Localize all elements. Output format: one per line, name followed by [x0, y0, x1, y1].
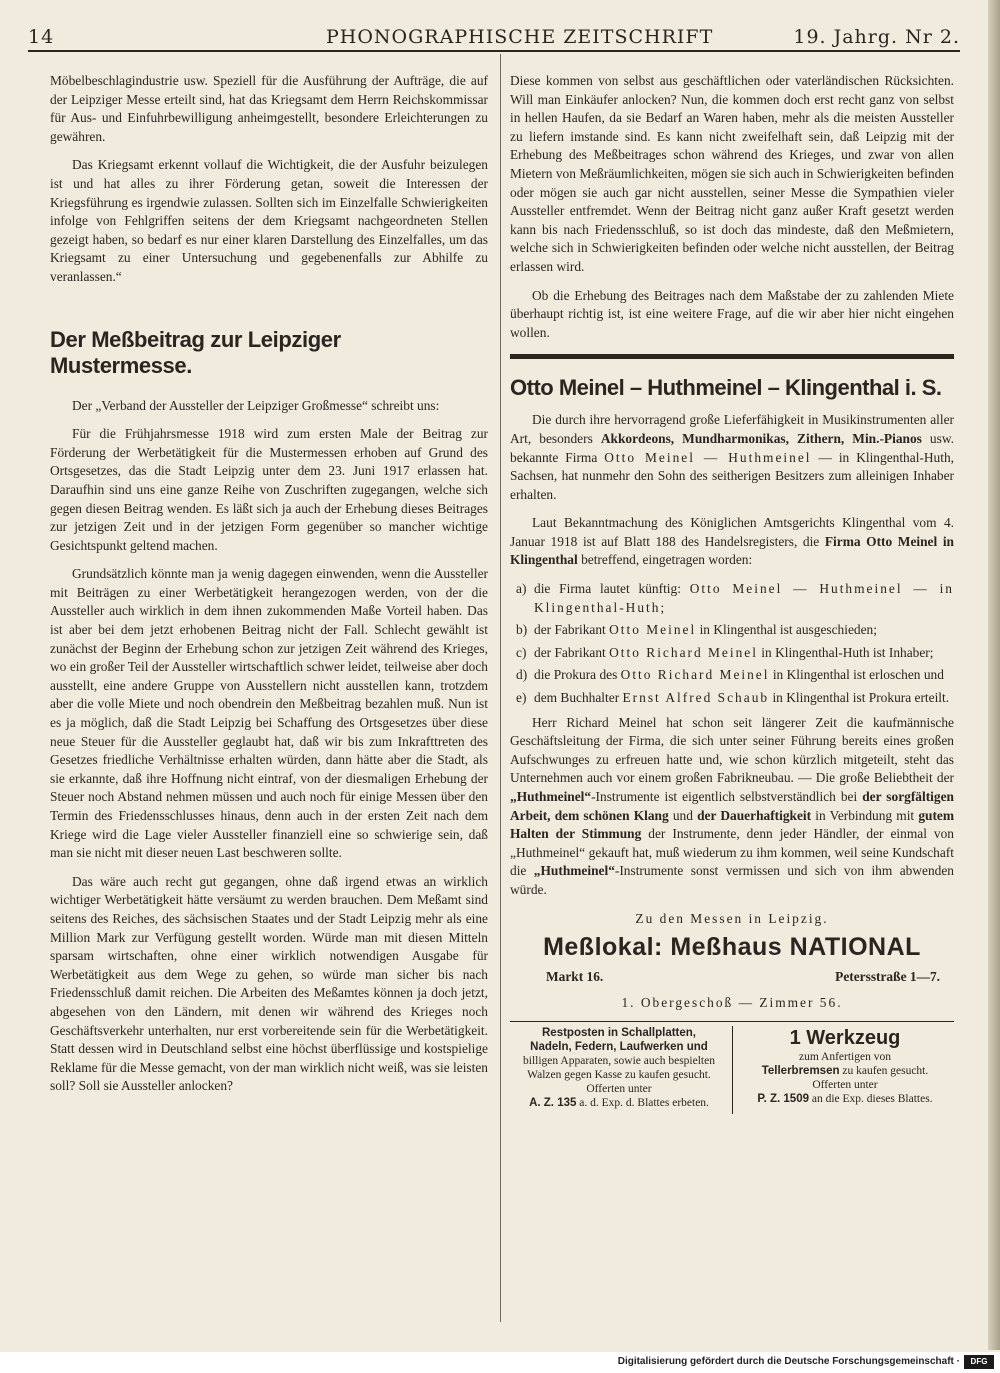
left-paragraph-3: Der „Verband der Aussteller der Leipziger Großmesse“ schreibt uns:: [72, 397, 440, 413]
dfg-logo: DFG: [964, 1355, 994, 1369]
right-paragraph-5: Herr Richard Meinel hat schon seit längerer Zeit die kaufmännische Geschäftsleitung der Firma, die sich unter seiner Führung bereits eines großen Aufschwunges zu erfreuen hatte und, wie schon kürzlich mitgeteilt, steht das Unternehmen auch vor einem großen Fabrikneubau. — Die große Beliebtheit der „Huthmeinel“-Instrumente ist eigentlich selbstverständlich bei der sorgfältigen Arbeit, dem schönen Klang und der Dauerhaftigkeit in Verbindung mit gutem Halten der Stimmung der Instrumente, denn jeder Händler, der einmal von „Huthmeinel“ gekauft hat, muß wiederum zu ihm kommen, weil seine Kundschaft die „Huthmeinel“-Instrumente sonst vermissen und sich von ihm abwenden würde.: [510, 714, 955, 897]
column-divider: [500, 54, 501, 1322]
messe-label: Zu den Messen in Leipzig.: [635, 910, 829, 926]
left-paragraph-6: Das wäre auch recht gut gegangen, ohne daß irgend etwas an wirklich wichtiger Werbetätigkeit hätte versäumt zu werden brauchen. Dem Meßamt sind seitens des Reiches, des sächsischen Staates und der Stadt Leipzig mehr als eine Million Mark zur Verfügung gestellt worden. Würde man mit diesen Mitteln sparsam wirtschaften, ohne einer wirklich notwendigen Ausgabe für Werbetätigkeit aus dem Wege zu gehen, so würde man sicher bis nach Friedensschluß damit reichen. Die Arbeiten des Meßamtes können ja doch jetzt, abgesehen von den Ländern, mit denen wir während des Krieges noch Geschäftsverkehr unterhalten, nur erst vorbereitende sein für die Werbetätigkeit. Statt dessen wird in Deutschland selbst eine höchst überflüssige und kostspielige Reklame für die Messe gemacht, von der man wirklich nicht weiß, was sie leisten soll? Soll sie Aussteller anlocken?: [50, 873, 488, 1094]
messe-address: [510, 968, 954, 990]
section-rule: [510, 354, 954, 359]
register-entries: [510, 580, 954, 708]
left-column: [50, 72, 488, 1106]
right-paragraph-4: Laut Bekanntmachung des Königlichen Amtsgerichts Klingenthal vom 4. Januar 1918 ist auf Blatt 188 des Handelsregisters, die Firma Otto Meinel in Klingenthal betreffend, eingetragen worden:: [510, 515, 954, 568]
page-number: 14: [28, 26, 55, 48]
article-heading-messbeitrag: Der Meßbeitrag zur Leipziger Mustermesse.: [50, 326, 341, 378]
digitization-footer: [0, 1352, 1000, 1373]
ad-divider: [732, 1026, 733, 1114]
right-paragraph-3: Die durch ihre hervorragend große Lieferfähigkeit in Musikinstrumenten aller Art, besonders Akkordeons, Mundharmonikas, Zithern, Min.-Pianos usw. bekannte Firma Otto Meinel — Huthmeinel — in Klingenthal-Huth, Sachsen, hat nunmehr den Sohn des seitherigen Besitzers zum alleinigen Inhaber erhalten.: [510, 412, 955, 502]
issue-label: 19. Jahrg. Nr 2.: [793, 26, 960, 48]
list-item: c) der Fabrikant Otto Richard Meinel in Klingenthal-Huth ist Inhaber;: [516, 644, 934, 660]
footer-text: Digitalisierung gefördert durch die Deutsche Forschungsgemeinschaft ·: [617, 1356, 960, 1367]
left-paragraph-4: Für die Frühjahrsmesse 1918 wird zum ersten Male der Beitrag zur Förderung der Werbetätigkeit für die Mustermessen erhoben auf Grund des Ortsgesetzes, das die Stadt Leipzig unter dem 23. Juni 1917 erlassen hat. Daraufhin sind uns eine ganze Reihe von Zuschriften zugegangen, welche sich gegen diesen Beitrag wenden. Es läßt sich ja auch der Erhebung dieses Beitrages zur jetzigen Zeit und in der jetzigen Form gegenüber so mancher wichtige Gesichtspunkt geltend machen.: [50, 426, 488, 553]
ad-restposten: Restposten in Schallplatten, Nadeln, Federn, Laufwerken und billigen Apparaten, sowie auch bespielten Walzen gegen Kasse zu kaufen gesucht. Offerten unter A. Z. 135 a. d. Exp. d. Blattes erbeten.: [523, 1026, 715, 1109]
page-edge: [988, 0, 1000, 1350]
left-paragraph-5: Grundsätzlich könnte man ja wenig dagegen einwenden, wenn die Aussteller mit Beiträgen zu einer Werbetätigkeit herangezogen werden, von der die Aussteller auch wirklich in dem ihnen zukommenden Maße Vorteil haben. Das ist aber bei dem jetzt erhobenen Beitrag nicht der Fall. Schlecht gewählt ist zunächst der Beginn der Erhebung schon zur jetzigen Zeit während des Krieges, wo ein großer Teil der Aussteller wirtschaftlich schwer leidet, teilweise aber doch ausstellt, eine andere Gruppe von Ausstellern nicht ausstellen kann, trotzdem aber die volle Miete und noch obendrein den Meßbeitrag bezahlen muß. Nun ist es ja möglich, daß die Stadt Leipzig bei Schaffung des Ortsgesetzes über diese neue Steuer für die Aussteller geglaubt hat, daß wir bis zum Inkrafttreten des Gesetzes friedliche Verhältnisse erhalten würden, dann hätte aber die Stadt, als sie erkannte, daß ihre Hoffnung nicht eintraf, von der diesmaligen Erhebung der Steuer noch Abstand nehmen müssen und auch noch für einige Messen über den Termin des Friedensschlusses hinaus, denn auch in der ersten Zeit nach dem Kriege wird die Lage vieler Aussteller finanziell eine so schwierige sein, daß man sie nicht mit dieser neuen Last beschweren sollte.: [50, 566, 488, 861]
ad-rule: [510, 1021, 954, 1022]
address-left: Markt 16.: [546, 969, 604, 985]
right-column: [510, 72, 954, 1116]
list-item: d) die Prokura des Otto Richard Meinel in Klingenthal ist erloschen und: [516, 667, 944, 683]
list-item: e) dem Buchhalter Ernst Alfred Schaub in Klingenthal ist Prokura erteilt.: [516, 690, 950, 706]
header-rule: [28, 50, 960, 52]
ad-werkzeug: 1 Werkzeug zum Anfertigen von Tellerbremsen zu kaufen gesucht. Offerten unter P. Z. 1509 an die Exp. dieses Blattes.: [757, 1026, 933, 1105]
address-right: Petersstraße 1—7.: [835, 969, 940, 985]
left-paragraph-2: Das Kriegsamt erkennt vollauf die Wichtigkeit, die der Ausfuhr beizulegen ist und hat alles zu ihrer Förderung getan, soweit die Interessen der Kriegsführung es irgendwie zulassen. Sollten sich im Einzelfalle Schwierigkeiten infolge von Fehlgriffen seitens der dem Kriegsamt nachgeordneten Stellen gezeigt haben, so bedarf es nur einer klaren Darstellung des Einzelfalles, um das Kriegsamt zu einer Untersuchung und gegebenenfalls zur Abhilfe zu veranlassen.“: [50, 157, 488, 284]
list-item: a) die Firma lautet künftig: Otto Meinel — Huthmeinel — in Klingenthal-Huth;: [516, 581, 954, 615]
list-item: b) der Fabrikant Otto Meinel in Klingenthal ist ausgeschieden;: [516, 622, 877, 638]
right-paragraph-1: Diese kommen von selbst aus geschäftlichen oder vaterländischen Rücksichten. Will man Einkäufer anlocken? Nun, die kommen doch erst recht ganz von selbst in hellen Haufen, da sie Bedarf an Waren haben, mehr als die meisten Aussteller zu liefern imstande sind. Es kann nicht zweifelhaft sein, daß Leipzig mit der Erhebung des Meßbeitrages schon während des Krieges, und zwar von allen Mietern von Meßräumlichkeiten, mögen sie sich auch in Schwierigkeiten befinden oder mögen sie auch gar nicht ausstellen, seiner Messe die Sympathien vieler Aussteller entfremdet. Wenn der Beitrag nicht ganz außer Kraft gesetzt werden kann bis nach Friedensschluß, so ist doch das mindeste, daß den Meßmietern, welche sich in Schwierigkeiten befinden oder welche nicht ausstellen, der Beitrag erlassen wird.: [510, 73, 954, 274]
messe-title: Meßlokal: Meßhaus NATIONAL: [543, 933, 921, 962]
journal-title: PHONOGRAPHISCHE ZEITSCHRIFT: [326, 26, 714, 48]
left-paragraph-1: Möbelbeschlagindustrie usw. Speziell für die Ausführung der Aufträge, die auf der Leipziger Messe erteilt sind, hat das Kriegsamt dem Herrn Reichskommissar für Aus- und Einfuhrbewilligung anheimgestellt, besondere Erleichterungen zu gewähren.: [50, 73, 488, 144]
right-paragraph-2: Ob die Erhebung des Beitrages nach dem Maßstabe der zu zahlenden Miete überhaupt richtig ist, ist eine weitere Frage, auf die wir aber hier nicht eingehen wollen.: [510, 287, 954, 340]
classified-ads: [510, 1026, 954, 1116]
article-heading-otto-meinel: Otto Meinel – Huthmeinel – Klingenthal i. S.: [510, 375, 942, 401]
messe-floor: 1. Obergeschoß — Zimmer 56.: [621, 995, 843, 1011]
